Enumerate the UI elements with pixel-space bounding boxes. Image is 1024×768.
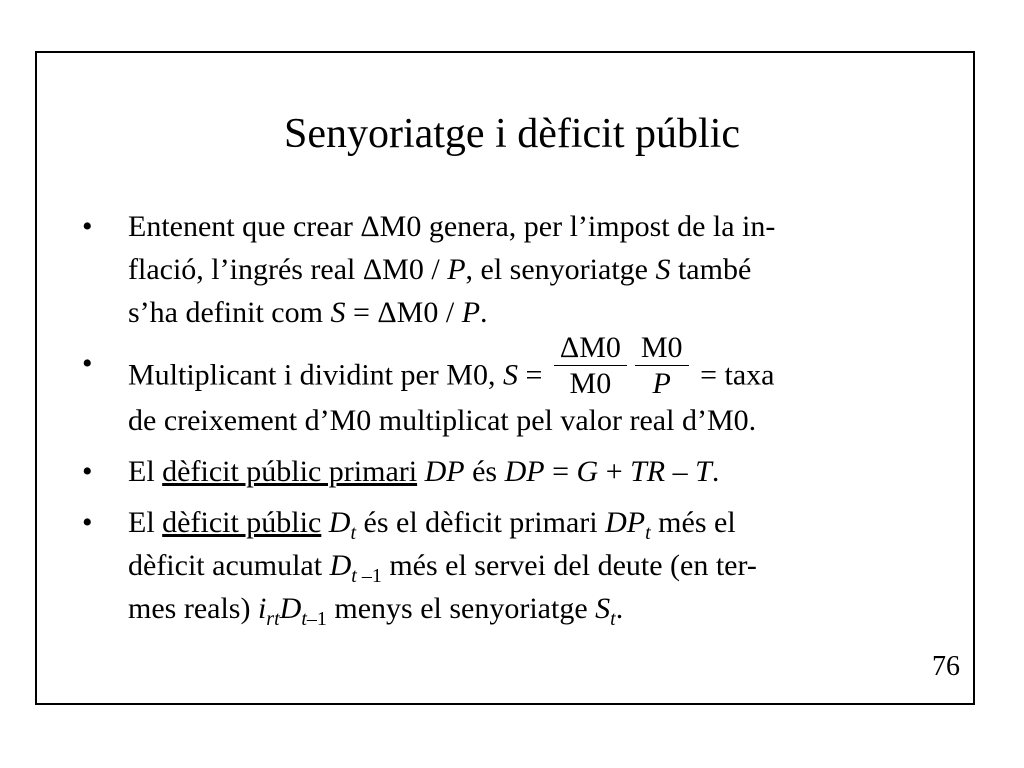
bullet-line: [128, 450, 940, 493]
math-var: DP: [605, 506, 646, 539]
text-run: .: [480, 296, 488, 329]
math-var: P: [461, 296, 481, 329]
text-run: flació, l’ingrés real ΔM0 /: [128, 253, 448, 286]
bullet-line: [128, 399, 940, 442]
bullet-line: [128, 291, 940, 334]
bullet-dot: •: [82, 455, 93, 488]
bullet-line: [128, 587, 940, 630]
text-run: [321, 506, 329, 539]
math-var: S: [655, 253, 671, 286]
bullet-item-seigniorage-definition: [80, 205, 940, 334]
text-run: més el: [650, 506, 736, 539]
math-subscript: –1: [356, 565, 382, 587]
bullet-line: [128, 501, 940, 544]
math-var: S: [330, 296, 346, 329]
math-subscript: t: [301, 608, 307, 630]
math-subscript: t: [350, 522, 357, 544]
text-run: mes reals): [128, 592, 258, 625]
bullet-line: [128, 248, 940, 291]
text-run: =: [517, 358, 550, 392]
math-var: S: [502, 358, 518, 392]
bullet-dot: •: [82, 210, 93, 243]
text-run: = ΔM0 /: [345, 296, 462, 329]
text-run: [417, 455, 425, 488]
text-run: El: [128, 455, 163, 488]
fraction-denominator: M0: [569, 367, 612, 400]
bullet-list: [80, 205, 940, 630]
math-subscript: t: [351, 565, 357, 587]
bullet-dot: •: [82, 347, 93, 380]
fraction-m0-over-p: [635, 330, 689, 401]
text-run: .: [615, 592, 624, 625]
text-run: .: [711, 455, 720, 488]
math-var: i: [257, 592, 267, 625]
text-run: de creixement d’M0 multiplicat pel valor real d’M0.: [128, 404, 757, 437]
math-var: G: [576, 455, 599, 488]
text-run: dèficit acumulat: [128, 549, 330, 582]
text-run: més el servei del deute (en ter-: [381, 549, 757, 582]
math-var: DP: [504, 455, 545, 488]
text-run: , el senyoriatge: [465, 253, 656, 286]
math-var: DP: [424, 455, 465, 488]
page-number: 76: [932, 651, 960, 682]
text-run: menys el senyoriatge: [326, 592, 596, 625]
text-run: Entenent que crear ΔM0 genera, per l’impost de la in-: [128, 210, 776, 243]
fraction-denominator: P: [652, 367, 671, 400]
fraction-numerator: ΔM0: [554, 330, 627, 366]
math-var: D: [279, 592, 302, 625]
bullet-line: [128, 205, 940, 248]
slide-title: Senyoriatge i dèficit públic: [283, 111, 741, 157]
math-var: S: [595, 592, 611, 625]
text-run: El: [128, 506, 163, 539]
math-subscript: t: [645, 522, 651, 544]
text-run: +: [598, 455, 631, 488]
bullet-item-public-deficit: [80, 501, 940, 630]
text-run: –: [665, 455, 696, 488]
fraction-numerator: M0: [635, 330, 689, 366]
text-run: Multiplicant i dividint per M0,: [128, 358, 503, 392]
math-var: T: [695, 455, 712, 488]
text-run: és: [464, 455, 505, 488]
math-var: D: [329, 549, 352, 582]
bullet-dot: •: [82, 506, 93, 539]
math-var: TR: [630, 455, 666, 488]
math-var: P: [447, 253, 466, 286]
text-run: també: [670, 253, 752, 286]
text-run: = taxa: [692, 358, 775, 392]
bullet-line: [128, 544, 940, 587]
text-run: s’ha definit com: [128, 296, 331, 329]
math-var: D: [328, 506, 351, 539]
bullet-item-multiplying-m0: [80, 331, 940, 442]
underlined-term: dèficit públic primari: [162, 455, 418, 488]
text-run: és el dèficit primari: [356, 506, 606, 539]
text-run: =: [544, 455, 577, 488]
underlined-term: dèficit públic: [162, 506, 322, 539]
math-subscript: –1: [306, 608, 327, 630]
math-subscript: t: [610, 608, 616, 630]
math-subscript: rt: [266, 608, 280, 630]
fraction-delta-m0-over-m0: [554, 330, 627, 401]
bullet-item-primary-deficit: [80, 450, 940, 493]
